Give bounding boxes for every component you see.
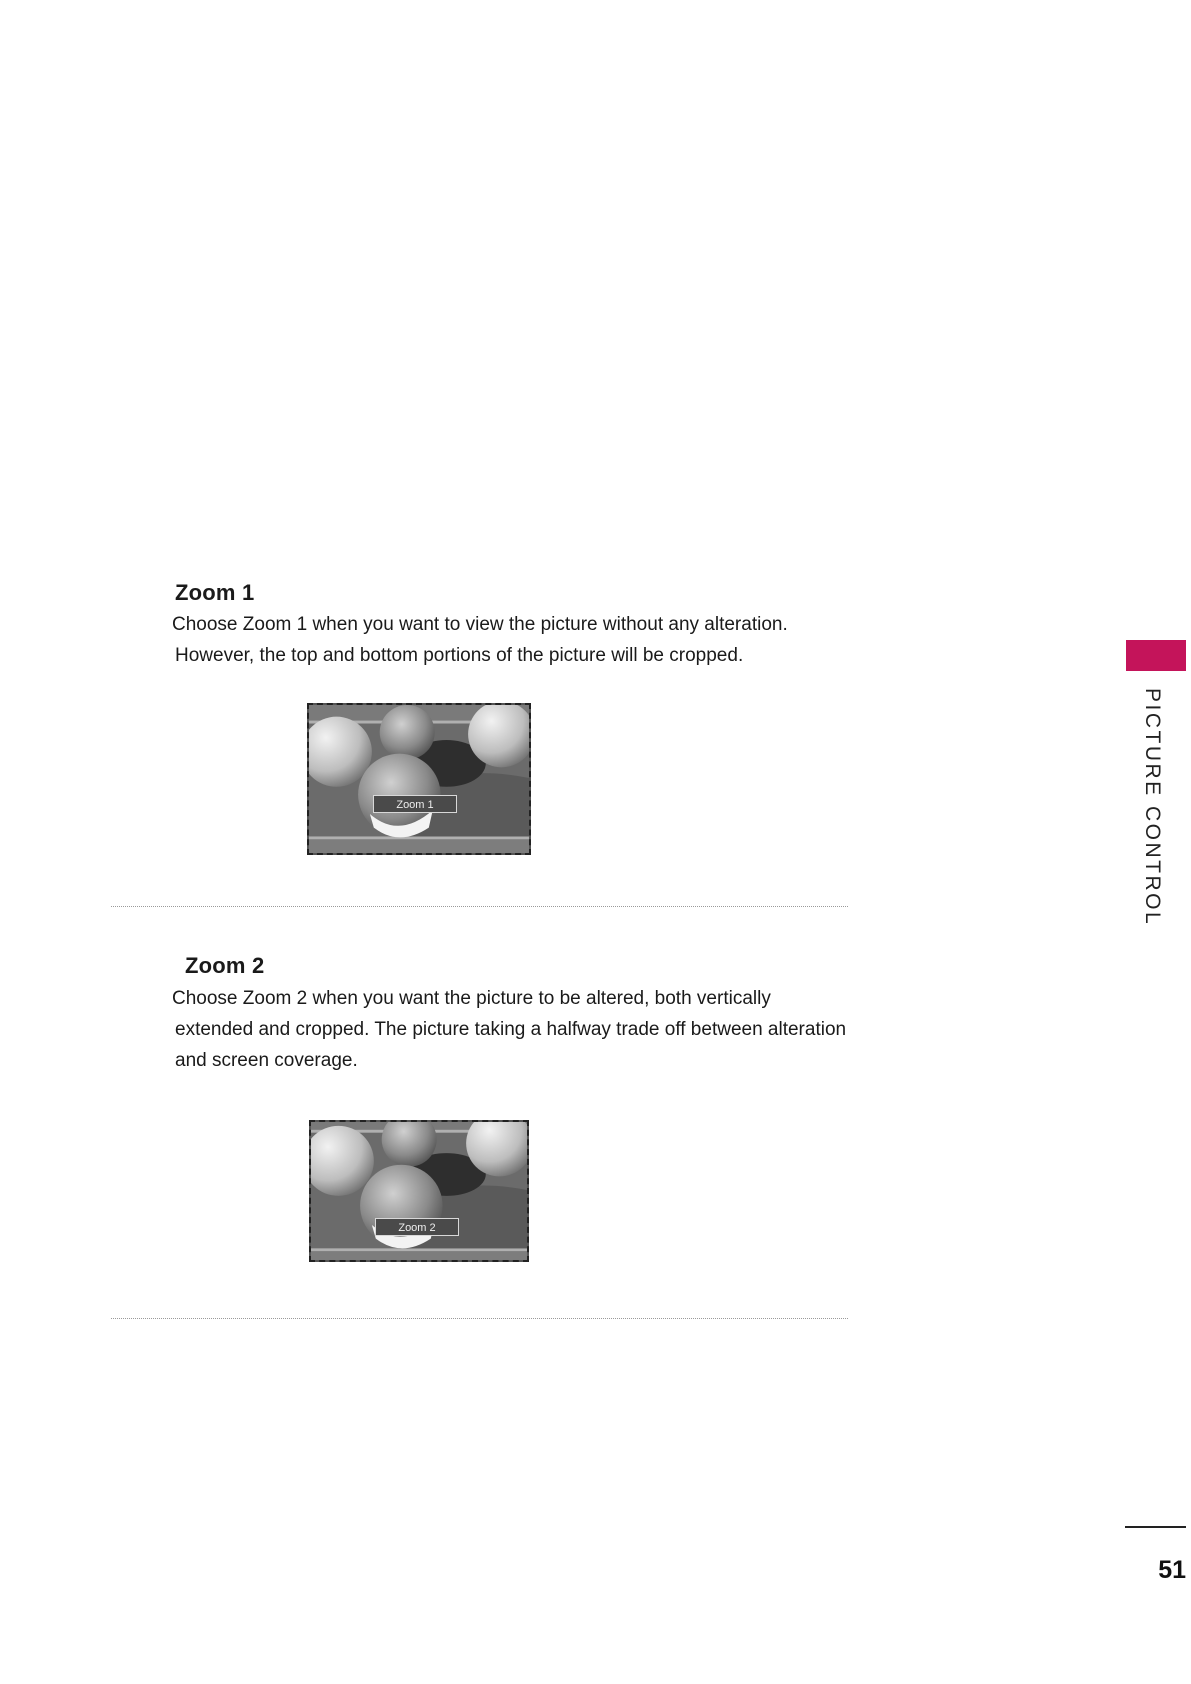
section-divider (111, 1318, 848, 1319)
billiard-balls-image (309, 705, 529, 853)
zoom2-heading: Zoom 2 (185, 953, 265, 978)
zoom2-line-2: extended and cropped. The picture taking a halfway trade off between alteration (175, 1019, 847, 1040)
zoom1-osd-label: Zoom 1 (373, 795, 457, 813)
chapter-tab-marker (1126, 640, 1186, 671)
zoom2-line-1: Choose Zoom 2 when you want the picture to be altered, both vertically (172, 988, 771, 1009)
zoom2-description (172, 983, 846, 1076)
zoom2-line-3: and screen coverage. (175, 1050, 358, 1071)
zoom1-line-1: Choose Zoom 1 when you want to view the picture without any alteration. (172, 614, 788, 635)
section-divider (111, 906, 848, 907)
page-number: 51 (1158, 1556, 1186, 1584)
zoom1-line-2: However, the top and bottom portions of the picture will be cropped. (175, 645, 744, 666)
zoom1-description (172, 609, 788, 671)
billiard-balls-image (311, 1122, 527, 1260)
zoom2-osd-label: Zoom 2 (375, 1218, 459, 1236)
page-number-rule (1125, 1526, 1186, 1528)
chapter-label: PICTURE CONTROL (1141, 688, 1164, 927)
zoom2-illustration (309, 1120, 529, 1262)
zoom1-heading: Zoom 1 (175, 580, 255, 605)
zoom1-illustration (307, 703, 531, 855)
